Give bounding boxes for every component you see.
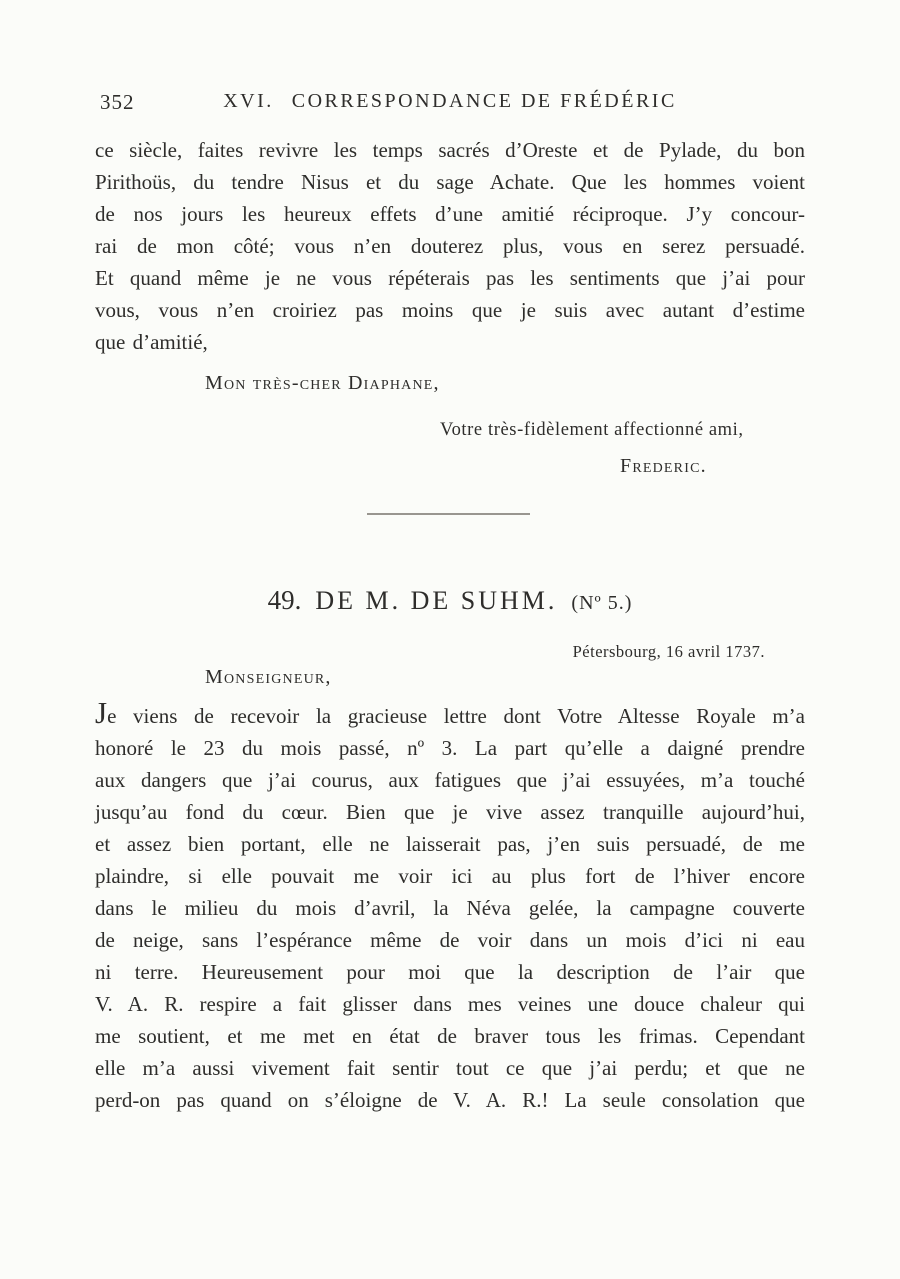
text-line: dans le milieu du mois d’avril, la Néva gelée, la campagne couverte	[95, 896, 805, 920]
letter-title: DE M. DE SUHM.	[315, 586, 558, 615]
text-line: perd-on pas quand on s’éloigne de V. A. R.! La seule consolation que	[95, 1088, 805, 1112]
previous-letter-signature: Frederic.	[620, 455, 707, 477]
previous-letter-body	[95, 134, 805, 358]
text-line: honoré le 23 du mois passé, nº 3. La part qu’elle a daigné prendre	[95, 736, 805, 760]
letter-salutation: Monseigneur,	[205, 666, 332, 688]
dateline: Pétersbourg, 16 avril 1737.	[572, 642, 765, 661]
text-line: que d’amitié,	[95, 330, 208, 354]
text-line: aux dangers que j’ai courus, aux fatigues que j’ai essuyées, m’a touché	[95, 768, 805, 792]
letter-body	[95, 697, 805, 1116]
page-number: 352	[100, 90, 135, 114]
chapter-numeral: XVI.	[223, 90, 274, 112]
running-header-title	[95, 90, 805, 113]
text-line: me soutient, et me met en état de braver tous les frimas. Cependant	[95, 1024, 805, 1048]
text-line: rai de mon côté; vous n’en douterez plus, vous en serez persuadé.	[95, 234, 805, 258]
text-line: jusqu’au fond du cœur. Bien que je vive assez tranquille aujourd’hui,	[95, 800, 805, 824]
text-line: elle m’a aussi vivement fait sentir tout ce que j’ai perdu; et que ne	[95, 1056, 805, 1080]
text-line: V. A. R. respire a fait glisser dans mes veines une douce chaleur qui	[95, 992, 805, 1016]
text-line: de neige, sans l’espérance même de voir dans un mois d’ici ni eau	[95, 928, 805, 952]
section-divider-rule	[367, 513, 530, 515]
text-line: Et quand même je ne vous répéterais pas les sentiments que j’ai pour	[95, 266, 805, 290]
text-line: de nos jours les heureux effets d’une amitié réciproque. J’y concour-	[95, 202, 805, 226]
text-line	[95, 697, 805, 732]
chapter-title: CORRESPONDANCE DE FRÉDÉRIC	[291, 90, 677, 112]
text-line: et assez bien portant, elle ne laisserait pas, j’en suis persuadé, de me	[95, 832, 805, 856]
text-line: ni terre. Heureusement pour moi que la description de l’air que	[95, 960, 805, 984]
letter-heading	[95, 585, 805, 616]
letter-annotation: (Nº 5.)	[571, 592, 633, 614]
previous-letter-valediction: Votre très-fidèlement affectionné ami,	[440, 420, 744, 440]
text-line: ce siècle, faites revivre les temps sacrés d’Oreste et de Pylade, du bon	[95, 138, 805, 162]
running-header	[95, 90, 805, 118]
letter-number: 49.	[267, 585, 302, 615]
drop-cap-initial: J	[95, 695, 108, 730]
text-line-rest: e viens de recevoir la gracieuse lettre dont Votre Altesse Royale m’a	[107, 704, 805, 728]
previous-letter-salutation: Mon très-cher Diaphane,	[205, 372, 440, 394]
text-line: Pirithoüs, du tendre Nisus et du sage Achate. Que les hommes voient	[95, 170, 805, 194]
text-line: plaindre, si elle pouvait me voir ici au plus fort de l’hiver encore	[95, 864, 805, 888]
text-line: vous, vous n’en croiriez pas moins que je suis avec autant d’estime	[95, 298, 805, 322]
